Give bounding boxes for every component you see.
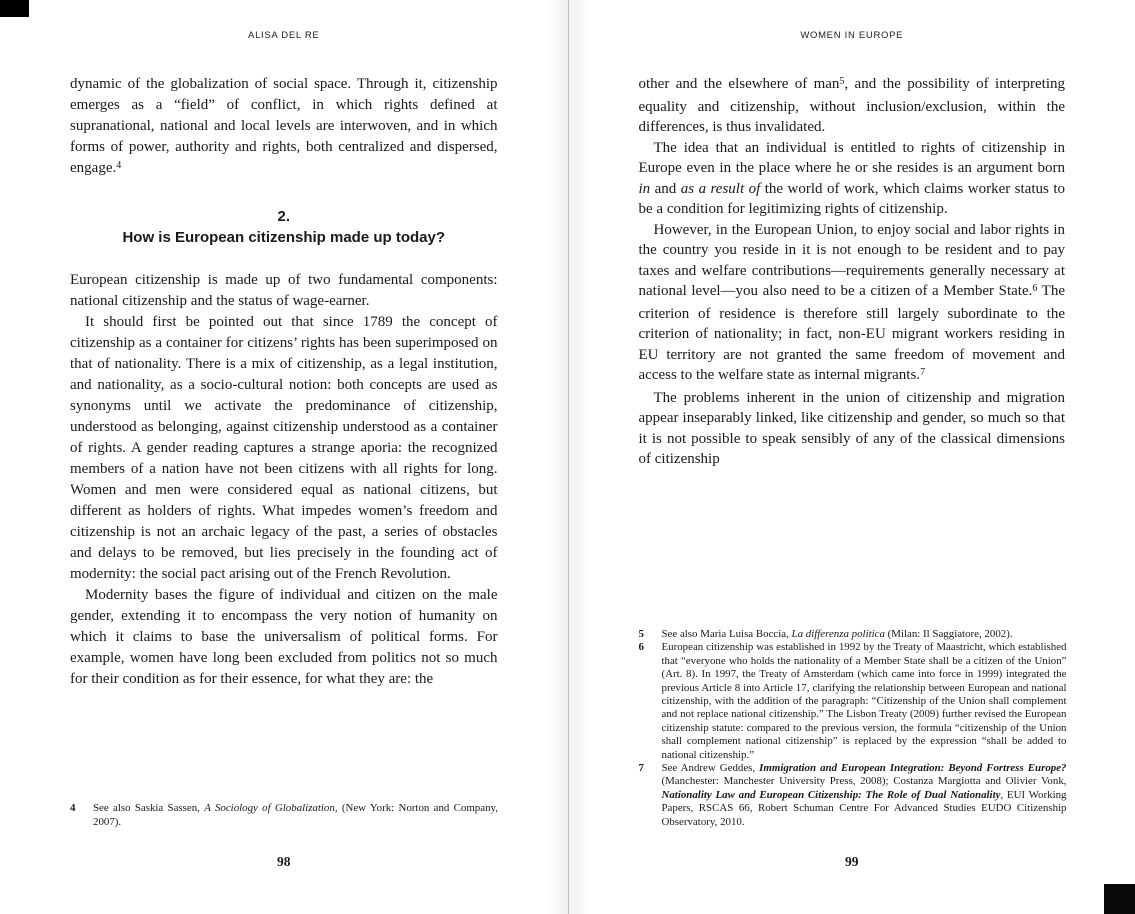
- paragraph: [70, 585, 498, 690]
- right-running-head: WOMEN IN EUROPE: [800, 30, 904, 41]
- paragraph-text: dynamic of the globalization of social space. Through it, citizenship emerges as a “field” of conflict, in which rights defined at supranational, national and local levels are interwoven, and in which forms of power, authority and rights, both centralized and dispersed, engage.: [70, 76, 498, 176]
- paragraph: [639, 138, 1066, 220]
- section-heading: [70, 206, 498, 248]
- footnote-text-bold-italic: Nationality Law and European Citizenship: The Role of Dual Nationality: [661, 788, 1001, 801]
- paragraph-text: European citizenship is made up of two fundamental components: national citizenship and the status of wage-earner.: [70, 272, 498, 309]
- footnote-text: European citizenship was established in 1992 by the Treaty of Maastricht, which established that “everyone who holds the nationality of a Member State shall be a citizen of the Union” (Art. 8). In 1997, the Treaty of Amsterdam (which came into force in 1999) integrated the previous Article 8 into Article 17, clarifying the relationship between European and national citizenship, with the addition of the paragraph: “Citizenship of the Union shall complement and not replace national citizenship.” The Lisbon Treaty (2009) further revised the European citizenship statute: compared to the previous version, the formula “citizenship of the Union shall complement national citizenship” is replaced by the expression “shall be added to national citizenship.”: [661, 641, 1067, 761]
- footnote-5: [639, 628, 1067, 641]
- section-number: 2.: [277, 208, 290, 225]
- left-page-number: 98: [277, 854, 291, 869]
- footnote-text: (Manchester: Manchester University Press, 2008); Costanza Margiotta and Olivier Vonk,: [661, 775, 1067, 788]
- paragraph: [70, 74, 498, 180]
- footnote-text: (New York: Norton and Company, 2007).: [93, 802, 498, 828]
- paragraph-text-italic: as a result of: [680, 180, 761, 197]
- footnote-number: 6: [638, 641, 644, 654]
- right-body-text: [639, 74, 1066, 470]
- footnote-text: See Andrew Geddes,: [661, 761, 760, 774]
- footnote-ref-7: 7: [920, 366, 926, 378]
- paragraph: [639, 220, 1066, 388]
- footnote-number: 4: [70, 802, 76, 815]
- footnote-text: (Milan: Il Saggiatore, 2002).: [884, 627, 1013, 640]
- footnote-text-italic: A Sociology of Globalization,: [204, 802, 338, 815]
- footnote-ref-5: 5: [839, 75, 845, 87]
- paragraph-text: and: [650, 180, 681, 197]
- footnote-text: , EUI Working Papers, RSCAS 66, Robert Schuman Centre For Advanced Studies EUDO Citizenship Observatory, 2010.: [661, 788, 1067, 828]
- footnote-number: 7: [638, 761, 644, 774]
- left-footnotes: [70, 802, 498, 829]
- paragraph-text: The idea that an individual is entitled to rights of citizenship in Europe even in the place where he or she resides is an argument born: [638, 139, 1065, 176]
- footnote-text: See also Maria Luisa Boccia,: [661, 627, 792, 640]
- footnote-text-italic: La differenza politica: [791, 627, 885, 640]
- paragraph-text: The problems inherent in the union of citizenship and migration appear inseparably linked, like citizenship and gender, so much so that it is not possible to speak sensibly of any of the classical dimensions of citizenship: [638, 389, 1065, 467]
- section-title: How is European citizenship made up today?: [122, 229, 446, 246]
- paragraph-text: Modernity bases the figure of individual and citizen on the male gender, extending it to encompass the very notion of humanity on which it claims to base the universalism of political forms. For example, women have long been excluded from politics not so much for their condition as for their essence, for what they are: the: [70, 587, 498, 687]
- paragraph: [639, 388, 1066, 470]
- footnote-text: See also Saskia Sassen,: [93, 802, 205, 815]
- left-body-text: [70, 74, 498, 690]
- paragraph: [70, 312, 498, 585]
- paragraph-text: It should first be pointed out that since 1789 the concept of citizenship as a container for citizens’ rights has been superimposed on that of nationality. There is a mix of citizenship, as a legal institution, and nationality, as a socio-cultural notion: both concepts are used as synonyms until we activate the predominance of citizenship, understood as belonging, against citizenship understood as a container of rights. A gender reading captures a strange aporia: the recognized members of a nation have not been citizens with all rights for long. Women and men were considered equal as national citizens, but different as holders of rights. What impedes women’s freedom and citizenship is not an archaic legacy of the past, a series of obstacles and delays to be removed, but lies precisely in the founding act of modernity: the social pact arising out of the French Revolution.: [70, 314, 498, 582]
- paragraph-text: , and the possibility of interpreting equality and citizenship, without inclusion/exclusion, within the differences, is thus invalidated.: [638, 76, 1065, 135]
- right-page: [568, 0, 1135, 914]
- paragraph-text: However, in the European Union, to enjoy social and labor rights in the country you reside in it is not enough to be resident and to pay taxes and welfare contributions—requirements generally necessary at national level—you also need to be a citizen of a Member State.: [638, 221, 1065, 299]
- footnote-6: [639, 641, 1067, 762]
- scan-corner-mark-bottom-right: [1104, 884, 1135, 914]
- footnote-number: 5: [638, 627, 644, 640]
- paragraph-text: the world of work, which claims worker status to be a condition for legitimizing rights of citizenship.: [638, 180, 1065, 217]
- scan-corner-mark-top-left: [0, 0, 29, 17]
- footnote-ref-4: 4: [116, 159, 122, 171]
- right-footnotes: [639, 628, 1067, 829]
- footnote-4: [70, 802, 498, 829]
- paragraph-text-italic: in: [638, 180, 651, 197]
- paragraph: [70, 270, 498, 312]
- paragraph-text: other and the elsewhere of man: [638, 76, 840, 92]
- paragraph: [639, 74, 1066, 138]
- paragraph-text: The criterion of residence is therefore still largely subordinate to the criterion of nationality; in fact, non-EU migrant workers residing in EU territory are not granted the same freedom of movement and access to the welfare state as internal migrants.: [638, 283, 1065, 383]
- left-running-head: ALISA DEL RE: [248, 30, 320, 41]
- footnote-7: [639, 762, 1067, 829]
- footnote-ref-6: 6: [1032, 282, 1038, 294]
- right-page-number: 99: [845, 854, 859, 869]
- footnote-text-bold-italic: Immigration and European Integration: Beyond Fortress Europe?: [759, 761, 1067, 774]
